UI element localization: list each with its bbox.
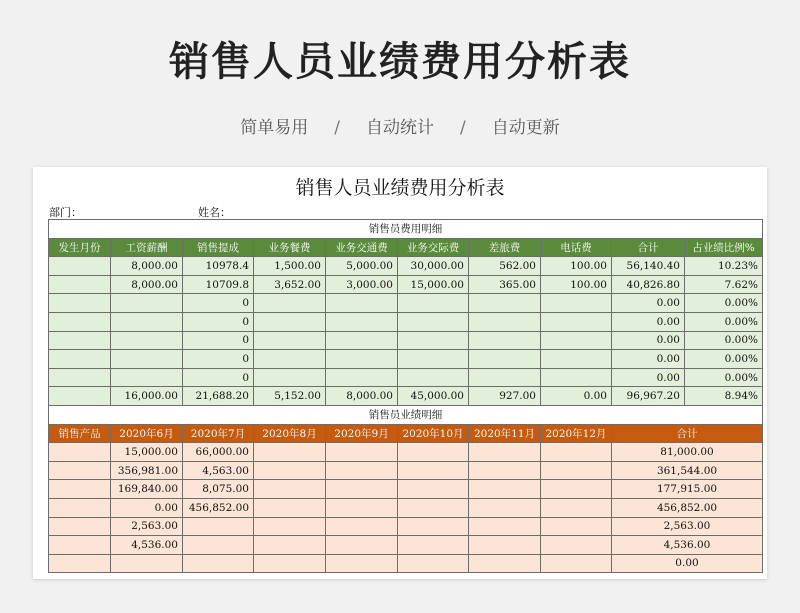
expense-cell[interactable] — [541, 312, 612, 331]
expense-row — [49, 257, 763, 276]
expense-cell[interactable]: 10.23% — [685, 257, 763, 276]
sheet-title: 销售人员业绩费用分析表 — [295, 177, 505, 199]
sales-row — [49, 554, 763, 573]
sales-row — [49, 517, 763, 536]
expense-cell[interactable] — [469, 331, 541, 350]
sales-cell[interactable]: 2,563.00 — [612, 517, 763, 536]
expense-cell[interactable]: 16,000.00 — [111, 387, 183, 406]
sales-cell[interactable] — [541, 554, 612, 573]
expense-cell[interactable] — [469, 312, 541, 331]
expense-cell[interactable] — [326, 312, 398, 331]
tag-auto-update: 自动更新 — [491, 118, 560, 138]
expense-header-cell[interactable]: 业务交际费 — [398, 238, 469, 257]
expense-cell[interactable]: 1,500.00 — [254, 257, 326, 276]
expense-cell[interactable]: 0 — [183, 368, 254, 387]
sales-cell[interactable] — [49, 517, 111, 536]
expense-cell[interactable]: 0.00 — [612, 368, 685, 387]
sales-cell[interactable]: 361,544.00 — [612, 461, 763, 480]
expense-cell[interactable]: 40,826.80 — [612, 275, 685, 294]
sales-cell[interactable] — [254, 517, 326, 536]
expense-cell[interactable] — [469, 368, 541, 387]
sales-cell[interactable] — [541, 517, 612, 536]
spreadsheet-preview — [33, 167, 767, 579]
expense-cell[interactable]: 96,967.20 — [612, 387, 685, 406]
expense-cell[interactable]: 3,652.00 — [254, 275, 326, 294]
expense-header-cell[interactable]: 业务交通费 — [326, 238, 398, 257]
sales-cell[interactable] — [183, 536, 254, 555]
expense-cell[interactable] — [49, 257, 111, 276]
expense-cell[interactable] — [398, 312, 469, 331]
sales-cell[interactable]: 456,852.00 — [183, 498, 254, 517]
sales-cell[interactable] — [398, 443, 469, 462]
sales-cell[interactable] — [183, 517, 254, 536]
sales-cell[interactable] — [254, 536, 326, 555]
sales-section-title[interactable]: 销售员业绩明细 — [49, 405, 763, 424]
sales-header-cell[interactable]: 2020年9月 — [326, 424, 398, 443]
tag-separator: / — [334, 118, 340, 138]
sales-cell[interactable] — [183, 554, 254, 573]
tag-auto-stat: 自动统计 — [366, 118, 434, 138]
expense-cell[interactable]: 365.00 — [469, 275, 541, 294]
expense-cell[interactable] — [49, 368, 111, 387]
expense-cell[interactable] — [254, 331, 326, 350]
sales-cell[interactable] — [469, 443, 541, 462]
sales-cell[interactable] — [398, 480, 469, 499]
expense-cell[interactable] — [398, 350, 469, 369]
tag-separator: / — [460, 118, 466, 138]
expense-section-title[interactable]: 销售员费用明细 — [49, 220, 763, 239]
expense-cell[interactable] — [254, 312, 326, 331]
sales-header-cell[interactable]: 销售产品 — [49, 424, 111, 443]
expense-cell[interactable]: 8,000.00 — [111, 257, 183, 276]
expense-cell[interactable] — [111, 331, 183, 350]
sales-cell[interactable] — [541, 480, 612, 499]
expense-cell[interactable]: 0.00 — [541, 387, 612, 406]
sales-header-cell[interactable]: 2020年10月 — [398, 424, 469, 443]
sales-cell[interactable] — [111, 554, 183, 573]
expense-cell[interactable] — [254, 294, 326, 313]
sales-cell[interactable]: 169,840.00 — [111, 480, 183, 499]
tag-easy: 简单易用 — [240, 118, 309, 138]
sales-cell[interactable] — [49, 536, 111, 555]
expense-cell[interactable]: 0 — [183, 294, 254, 313]
expense-cell[interactable] — [398, 294, 469, 313]
expense-cell[interactable] — [326, 368, 398, 387]
expense-cell[interactable]: 5,152.00 — [254, 387, 326, 406]
sales-cell[interactable]: 356,981.00 — [111, 461, 183, 480]
sales-cell[interactable]: 15,000.00 — [111, 443, 183, 462]
expense-section-row — [49, 220, 763, 239]
expense-cell[interactable] — [49, 312, 111, 331]
sales-cell[interactable] — [326, 498, 398, 517]
expense-cell[interactable] — [49, 387, 111, 406]
sales-cell[interactable] — [469, 554, 541, 573]
sales-header-cell[interactable]: 合计 — [612, 424, 763, 443]
sales-cell[interactable] — [326, 517, 398, 536]
expense-cell[interactable]: 7.62% — [685, 275, 763, 294]
expense-cell[interactable] — [541, 368, 612, 387]
sales-cell[interactable]: 2,563.00 — [111, 517, 183, 536]
expense-cell[interactable]: 56,140.40 — [612, 257, 685, 276]
analysis-table — [48, 219, 763, 573]
expense-cell[interactable]: 0 — [183, 312, 254, 331]
sales-row — [49, 443, 763, 462]
feature-tagline — [0, 113, 800, 138]
sales-cell[interactable]: 4,536.00 — [111, 536, 183, 555]
expense-row — [49, 275, 763, 294]
expense-cell[interactable]: 0 — [183, 350, 254, 369]
sales-cell[interactable] — [398, 461, 469, 480]
sales-cell[interactable] — [541, 536, 612, 555]
expense-header-cell[interactable]: 销售提成 — [183, 238, 254, 257]
expense-row — [49, 350, 763, 369]
sales-cell[interactable]: 4,563.00 — [183, 461, 254, 480]
sales-cell[interactable] — [326, 536, 398, 555]
expense-cell[interactable] — [541, 294, 612, 313]
sales-row — [49, 498, 763, 517]
expense-cell[interactable] — [469, 350, 541, 369]
expense-header-cell[interactable]: 合计 — [612, 238, 685, 257]
sales-cell[interactable] — [49, 443, 111, 462]
expense-cell[interactable] — [49, 294, 111, 313]
expense-cell[interactable] — [398, 331, 469, 350]
sales-cell[interactable] — [398, 554, 469, 573]
expense-cell[interactable] — [49, 350, 111, 369]
sales-cell[interactable] — [326, 461, 398, 480]
sales-cell[interactable]: 8,075.00 — [183, 480, 254, 499]
expense-cell[interactable]: 5,000.00 — [326, 257, 398, 276]
sales-cell[interactable] — [469, 536, 541, 555]
expense-cell[interactable]: 45,000.00 — [398, 387, 469, 406]
expense-header-cell[interactable]: 工资薪酬 — [111, 238, 183, 257]
sales-row — [49, 461, 763, 480]
expense-cell[interactable]: 0.00% — [685, 350, 763, 369]
sales-row — [49, 536, 763, 555]
sales-cell[interactable] — [398, 536, 469, 555]
sales-header-cell[interactable]: 2020年7月 — [183, 424, 254, 443]
page-title: 销售人员业绩费用分析表 — [169, 39, 631, 85]
expense-header-cell[interactable]: 差旅费 — [469, 238, 541, 257]
expense-cell[interactable]: 0.00% — [685, 331, 763, 350]
sales-cell[interactable] — [326, 480, 398, 499]
expense-cell[interactable]: 21,688.20 — [183, 387, 254, 406]
expense-cell[interactable] — [111, 312, 183, 331]
expense-cell[interactable]: 0.00% — [685, 368, 763, 387]
expense-cell[interactable]: 30,000.00 — [398, 257, 469, 276]
expense-cell[interactable]: 562.00 — [469, 257, 541, 276]
sales-cell[interactable] — [469, 517, 541, 536]
sales-cell[interactable] — [541, 461, 612, 480]
expense-cell[interactable] — [49, 275, 111, 294]
sales-cell[interactable]: 456,852.00 — [612, 498, 763, 517]
expense-cell[interactable]: 8,000.00 — [111, 275, 183, 294]
expense-cell[interactable]: 0.00% — [685, 294, 763, 313]
sales-cell[interactable]: 4,536.00 — [612, 536, 763, 555]
expense-cell[interactable]: 0.00% — [685, 312, 763, 331]
expense-cell[interactable] — [541, 331, 612, 350]
expense-cell[interactable]: 0.00 — [612, 331, 685, 350]
expense-cell[interactable] — [326, 331, 398, 350]
sales-header-cell[interactable]: 2020年11月 — [469, 424, 541, 443]
sales-cell[interactable] — [49, 498, 111, 517]
expense-cell[interactable] — [254, 350, 326, 369]
expense-cell[interactable]: 100.00 — [541, 275, 612, 294]
expense-cell[interactable] — [469, 294, 541, 313]
expense-header-row — [49, 238, 763, 257]
sales-header-cell[interactable]: 2020年6月 — [111, 424, 183, 443]
expense-cell[interactable]: 0.00 — [612, 350, 685, 369]
expense-cell[interactable]: 0.00 — [612, 312, 685, 331]
expense-cell[interactable]: 100.00 — [541, 257, 612, 276]
expense-header-cell[interactable]: 发生月份 — [49, 238, 111, 257]
expense-cell[interactable] — [111, 350, 183, 369]
expense-cell[interactable]: 927.00 — [469, 387, 541, 406]
expense-row — [49, 387, 763, 406]
sales-cell[interactable] — [254, 480, 326, 499]
sales-cell[interactable] — [469, 461, 541, 480]
sales-cell[interactable] — [49, 554, 111, 573]
sales-cell[interactable] — [469, 480, 541, 499]
expense-cell[interactable] — [326, 294, 398, 313]
sales-header-cell[interactable]: 2020年8月 — [254, 424, 326, 443]
sales-cell[interactable] — [254, 461, 326, 480]
sales-row — [49, 480, 763, 499]
expense-header-cell[interactable]: 电话费 — [541, 238, 612, 257]
expense-row — [49, 294, 763, 313]
expense-cell[interactable]: 10978.4 — [183, 257, 254, 276]
name-label: 姓名： — [198, 206, 231, 219]
sales-cell[interactable] — [469, 498, 541, 517]
sales-cell[interactable]: 66,000.00 — [183, 443, 254, 462]
sales-cell[interactable]: 81,000.00 — [612, 443, 763, 462]
expense-cell[interactable] — [541, 350, 612, 369]
sales-cell[interactable] — [254, 498, 326, 517]
sales-cell[interactable] — [398, 498, 469, 517]
expense-cell[interactable]: 3,000.00 — [326, 275, 398, 294]
expense-cell[interactable] — [326, 350, 398, 369]
sales-cell[interactable] — [254, 554, 326, 573]
sales-cell[interactable] — [541, 498, 612, 517]
expense-cell[interactable] — [254, 368, 326, 387]
sales-cell[interactable]: 0.00 — [612, 554, 763, 573]
sales-section-row — [49, 405, 763, 424]
sales-cell[interactable]: 0.00 — [111, 498, 183, 517]
expense-row — [49, 331, 763, 350]
sales-cell[interactable] — [49, 461, 111, 480]
sales-cell[interactable] — [326, 443, 398, 462]
sales-cell[interactable] — [541, 443, 612, 462]
sales-cell[interactable] — [49, 480, 111, 499]
sales-cell[interactable]: 177,915.00 — [612, 480, 763, 499]
expense-cell[interactable]: 0.00 — [612, 294, 685, 313]
department-label: 部门： — [49, 206, 82, 219]
expense-row — [49, 368, 763, 387]
sales-cell[interactable] — [254, 443, 326, 462]
expense-row — [49, 312, 763, 331]
sales-cell[interactable] — [326, 554, 398, 573]
sales-header-row — [49, 424, 763, 443]
sales-cell[interactable] — [398, 517, 469, 536]
expense-cell[interactable] — [111, 368, 183, 387]
expense-cell[interactable] — [111, 294, 183, 313]
expense-header-cell[interactable]: 占业绩比例% — [685, 238, 763, 257]
expense-cell[interactable]: 0 — [183, 331, 254, 350]
expense-cell[interactable] — [49, 331, 111, 350]
expense-cell[interactable]: 8.94% — [685, 387, 763, 406]
expense-header-cell[interactable]: 业务餐费 — [254, 238, 326, 257]
expense-cell[interactable] — [398, 368, 469, 387]
expense-cell[interactable]: 15,000.00 — [398, 275, 469, 294]
expense-cell[interactable]: 8,000.00 — [326, 387, 398, 406]
sales-header-cell[interactable]: 2020年12月 — [541, 424, 612, 443]
expense-cell[interactable]: 10709.8 — [183, 275, 254, 294]
